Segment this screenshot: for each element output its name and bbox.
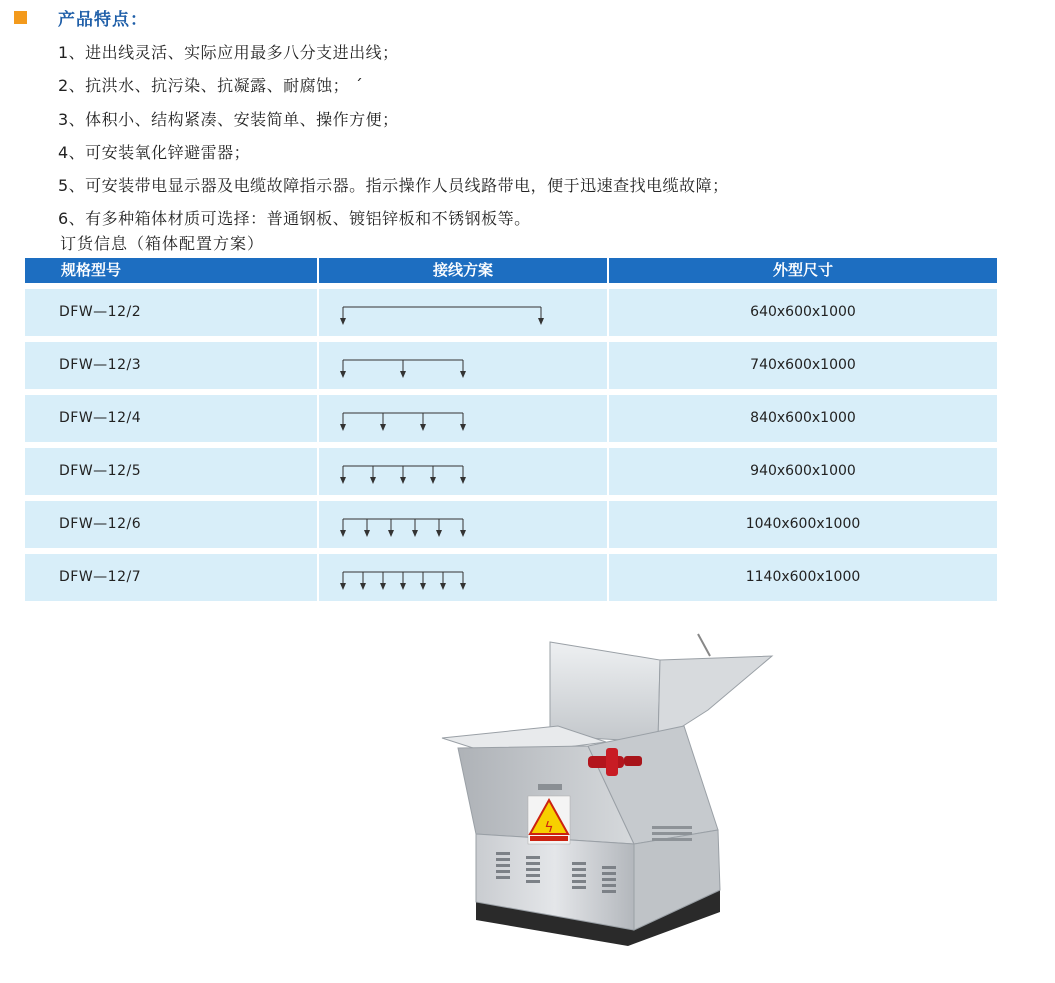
down-arrow-icon — [340, 477, 346, 484]
down-arrow-icon — [364, 530, 370, 537]
feature-item: 3、体积小、结构紧凑、安装简单、操作方便； — [58, 109, 399, 129]
feature-item: 5、可安装带电显示器及电缆故障指示器。指示操作人员线路带电，便于迅速查找电缆故障； — [58, 176, 729, 196]
wiring-diagram — [319, 289, 607, 336]
cell-size: 840x600x1000 — [609, 395, 997, 442]
down-arrow-icon — [340, 424, 346, 431]
cell-wiring — [319, 448, 609, 495]
wiring-diagram — [319, 342, 607, 389]
down-arrow-icon — [340, 318, 346, 325]
down-arrow-icon — [460, 583, 466, 590]
cell-wiring — [319, 395, 609, 442]
features-list — [58, 36, 729, 236]
wiring-diagram — [319, 501, 607, 548]
down-arrow-icon — [420, 424, 426, 431]
down-arrow-icon — [436, 530, 442, 537]
down-arrow-icon — [380, 583, 386, 590]
electrical-box-photo — [438, 630, 778, 954]
down-arrow-icon — [460, 424, 466, 431]
cell-model: DFW—12/7 — [25, 554, 319, 601]
cell-size: 640x600x1000 — [609, 289, 997, 336]
cell-model: DFW—12/5 — [25, 448, 319, 495]
cell-size: 1040x600x1000 — [609, 501, 997, 548]
order-info-title: 订货信息（箱体配置方案） — [60, 234, 265, 253]
header-wiring: 接线方案 — [319, 258, 609, 283]
table-row — [25, 395, 997, 442]
down-arrow-icon — [460, 530, 466, 537]
table-row — [25, 554, 997, 601]
config-table — [25, 258, 997, 601]
cell-model: DFW—12/6 — [25, 501, 319, 548]
svg-text:ϟ: ϟ — [544, 820, 554, 836]
down-arrow-icon — [430, 477, 436, 484]
cell-size: 940x600x1000 — [609, 448, 997, 495]
cell-wiring — [319, 289, 609, 336]
down-arrow-icon — [340, 371, 346, 378]
cell-wiring — [319, 342, 609, 389]
down-arrow-icon — [400, 371, 406, 378]
wiring-diagram — [319, 395, 607, 442]
down-arrow-icon — [340, 583, 346, 590]
down-arrow-icon — [420, 583, 426, 590]
feature-item: 4、可安装氧化锌避雷器； — [58, 142, 251, 162]
down-arrow-icon — [412, 530, 418, 537]
header-model: 规格型号 — [25, 258, 319, 283]
header-size: 外型尺寸 — [772, 261, 833, 279]
cell-model: DFW—12/4 — [25, 395, 319, 442]
feature-item: 1、进出线灵活、实际应用最多八分支进出线； — [58, 43, 399, 62]
wiring-diagram — [319, 554, 607, 601]
down-arrow-icon — [380, 424, 386, 431]
down-arrow-icon — [340, 530, 346, 537]
down-arrow-icon — [400, 477, 406, 484]
features-header — [14, 6, 148, 28]
table-row — [25, 289, 997, 336]
table-body — [25, 289, 997, 601]
feature-item: 2、抗洪水、抗污染、抗凝露、耐腐蚀； ˊ — [58, 76, 364, 96]
table-row — [25, 501, 997, 548]
cell-model: DFW—12/3 — [25, 342, 319, 389]
features-title: 产品特点： — [58, 9, 148, 30]
orange-square-icon — [14, 11, 27, 24]
cell-wiring — [319, 501, 609, 548]
down-arrow-icon — [388, 530, 394, 537]
down-arrow-icon — [400, 583, 406, 590]
down-arrow-icon — [370, 477, 376, 484]
down-arrow-icon — [440, 583, 446, 590]
table-row — [25, 342, 997, 389]
down-arrow-icon — [460, 371, 466, 378]
wiring-diagram — [319, 448, 607, 495]
cell-wiring — [319, 554, 609, 601]
down-arrow-icon — [538, 318, 544, 325]
down-arrow-icon — [460, 477, 466, 484]
table-header — [25, 258, 997, 283]
table-row — [25, 448, 997, 495]
down-arrow-icon — [360, 583, 366, 590]
cell-model: DFW—12/2 — [25, 289, 319, 336]
cell-size: 740x600x1000 — [609, 342, 997, 389]
cell-size: 1140x600x1000 — [609, 554, 997, 601]
feature-item: 6、有多种箱体材质可选择：普通钢板、镀铝锌板和不锈钢板等。 — [58, 209, 531, 229]
